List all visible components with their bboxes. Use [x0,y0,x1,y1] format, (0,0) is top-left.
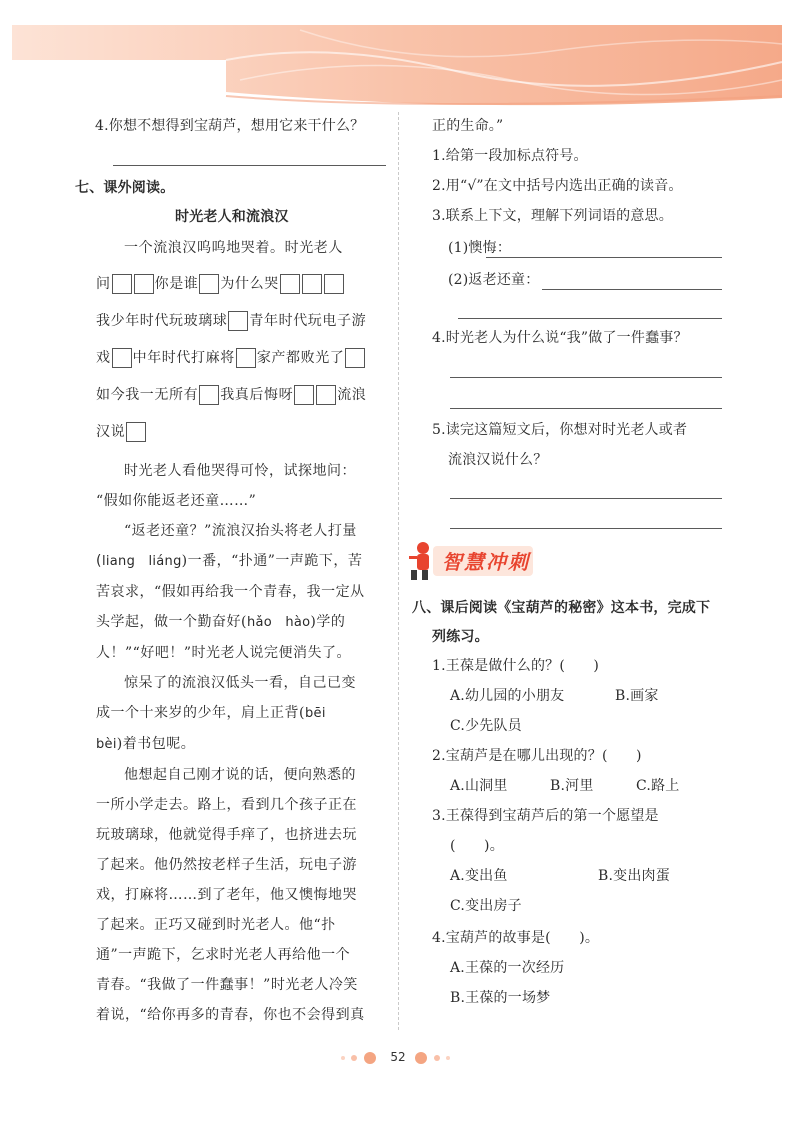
punct-box[interactable] [324,274,344,294]
answer-line[interactable] [486,257,722,258]
punct-box[interactable] [302,274,322,294]
punctuation-line-3: 我少年时代玩玻璃球 青年时代玩电子游 [96,313,367,329]
pinyin-choice[interactable]: bèi [96,737,117,752]
section-7-heading: 七、课外阅读。 [75,180,175,196]
option-b[interactable]: B.变出肉蛋 [598,868,670,884]
option-c[interactable]: C.路上 [636,778,680,794]
answer-line[interactable] [542,289,722,290]
story-line: bèi)着书包呢。 [96,736,196,752]
answer-line[interactable] [450,377,722,378]
punct-box[interactable] [126,422,146,442]
mc-question-4: 4.宝葫芦的故事是( )。 [432,930,600,946]
punct-box[interactable] [345,348,365,368]
section-8-heading: 八、课后阅读《宝葫芦的秘密》这本书，完成下 [412,600,711,616]
story-line: “假如你能返老还童……” [96,493,257,509]
punct-box[interactable] [134,274,154,294]
punctuation-line-6: 汉说 [96,414,388,451]
punct-box[interactable] [294,385,314,405]
question-5-cont: 流浪汉说什么？ [448,452,548,468]
story-line: (liang liáng)一番，“扑通”一声跪下，苦 [96,553,363,569]
story-line: 了起来。他仍然按老样子生活，玩电子游 [96,857,357,873]
punctuation-line-5: 如今我一无所有 我真后悔呀 流浪 [96,387,367,403]
story-line: 惊呆了的流浪汉低头一看，自己已变 [124,675,356,691]
mc-question-3-cont: ( )。 [450,838,504,854]
question-4: 4.时光老人为什么说“我”做了一件蠢事？ [432,330,688,346]
wisdom-sprint-title: 智慧冲刺 [442,550,530,574]
punct-box[interactable] [112,348,132,368]
story-body [96,456,386,1030]
punct-box[interactable] [236,348,256,368]
mc-question-1: 1.王葆是做什么的？( ) [432,658,600,674]
question-1: 1.给第一段加标点符号。 [432,148,588,164]
punct-box[interactable] [316,385,336,405]
answer-line[interactable] [113,165,386,166]
question-3: 3.联系上下文，理解下列词语的意思。 [432,208,673,224]
punctuation-line-4: 戏 中年时代打麻将 家产都败光了 [96,340,388,377]
question-3-2: (2)返老还童： [448,272,540,288]
answer-line[interactable] [450,408,722,409]
punct-box[interactable] [228,311,248,331]
question-5: 5.读完这篇短文后，你想对时光老人或者 [432,422,688,438]
option-a[interactable]: A.幼儿园的小朋友 [450,688,565,704]
story-continuation: 正的生命。” [432,118,504,134]
punct-box[interactable] [112,274,132,294]
story-line: 玩玻璃球，他就觉得手痒了，也挤进去玩 [96,827,357,843]
option-c[interactable]: C.少先队员 [450,718,522,734]
punct-box[interactable] [199,274,219,294]
option-c[interactable]: C.变出房子 [450,898,522,914]
story-line: 苦哀求，“假如再给我一个青春，我一定从 [96,584,365,600]
story-line: 着说，“给你再多的青春，你也不会得到真 [96,1007,365,1023]
option-a[interactable]: A.王葆的一次经历 [450,960,565,976]
story-title: 时光老人和流浪汉 [175,209,289,225]
story-line: 他想起自己刚才说的话，便向熟悉的 [124,767,356,783]
story-line: 时光老人看他哭得可怜，试探地问： [124,463,356,479]
mc-question-2: 2.宝葫芦是在哪儿出现的？( ) [432,748,642,764]
option-a[interactable]: A.变出鱼 [450,868,508,884]
story-line: 青春。“我做了一件蠢事！”时光老人冷笑 [96,977,358,993]
section-8-heading-cont: 列练习。 [432,629,489,645]
pinyin-choice[interactable]: hǎo hào [246,615,311,630]
story-line: 通”一声跪下，乞求时光老人再给他一个 [96,947,351,963]
pinyin-choice[interactable]: bēi [304,706,326,721]
option-b[interactable]: B.王葆的一场梦 [450,990,551,1006]
option-a[interactable]: A.山洞里 [450,778,508,794]
punctuation-line-2: 问 你是谁 为什么哭 [96,266,388,303]
punct-box[interactable] [280,274,300,294]
story-line: “返老还童？”流浪汉抬头将老人打量 [124,523,357,539]
question-2: 2.用“√”在文中括号内选出正确的读音。 [432,178,683,194]
left-question-4: 4.你想不想得到宝葫芦，想用它来干什么？ [95,118,365,134]
option-b[interactable]: B.画家 [615,688,659,704]
page-number: 52 [390,1050,406,1064]
pinyin-choice[interactable]: liang liáng [101,554,182,569]
answer-line[interactable] [450,498,722,499]
header-banner [0,0,794,118]
story-line: 戏，打麻将……到了老年，他又懊悔地哭 [96,887,357,903]
option-b[interactable]: B.河里 [550,778,594,794]
story-line: 了起来。正巧又碰到时光老人。他“扑 [96,917,336,933]
story-line: 成一个十来岁的少年，肩上正背(bēi [96,705,326,721]
mc-question-3: 3.王葆得到宝葫芦后的第一个愿望是 [432,808,659,824]
answer-line[interactable] [450,528,722,529]
question-3-1: (1)懊悔： [448,240,512,256]
story-line: 一所小学走去。路上，看到几个孩子正在 [96,797,357,813]
answer-line[interactable] [458,318,722,319]
story-line: 头学起，做一个勤奋好(hǎo hào)学的 [96,614,346,630]
punct-box[interactable] [199,385,219,405]
punctuation-line-1: 一个流浪汉呜呜地哭着。时光老人 [124,240,343,256]
column-divider [398,112,399,1030]
story-line: 人！”“好吧！”时光老人说完便消失了。 [96,645,351,661]
